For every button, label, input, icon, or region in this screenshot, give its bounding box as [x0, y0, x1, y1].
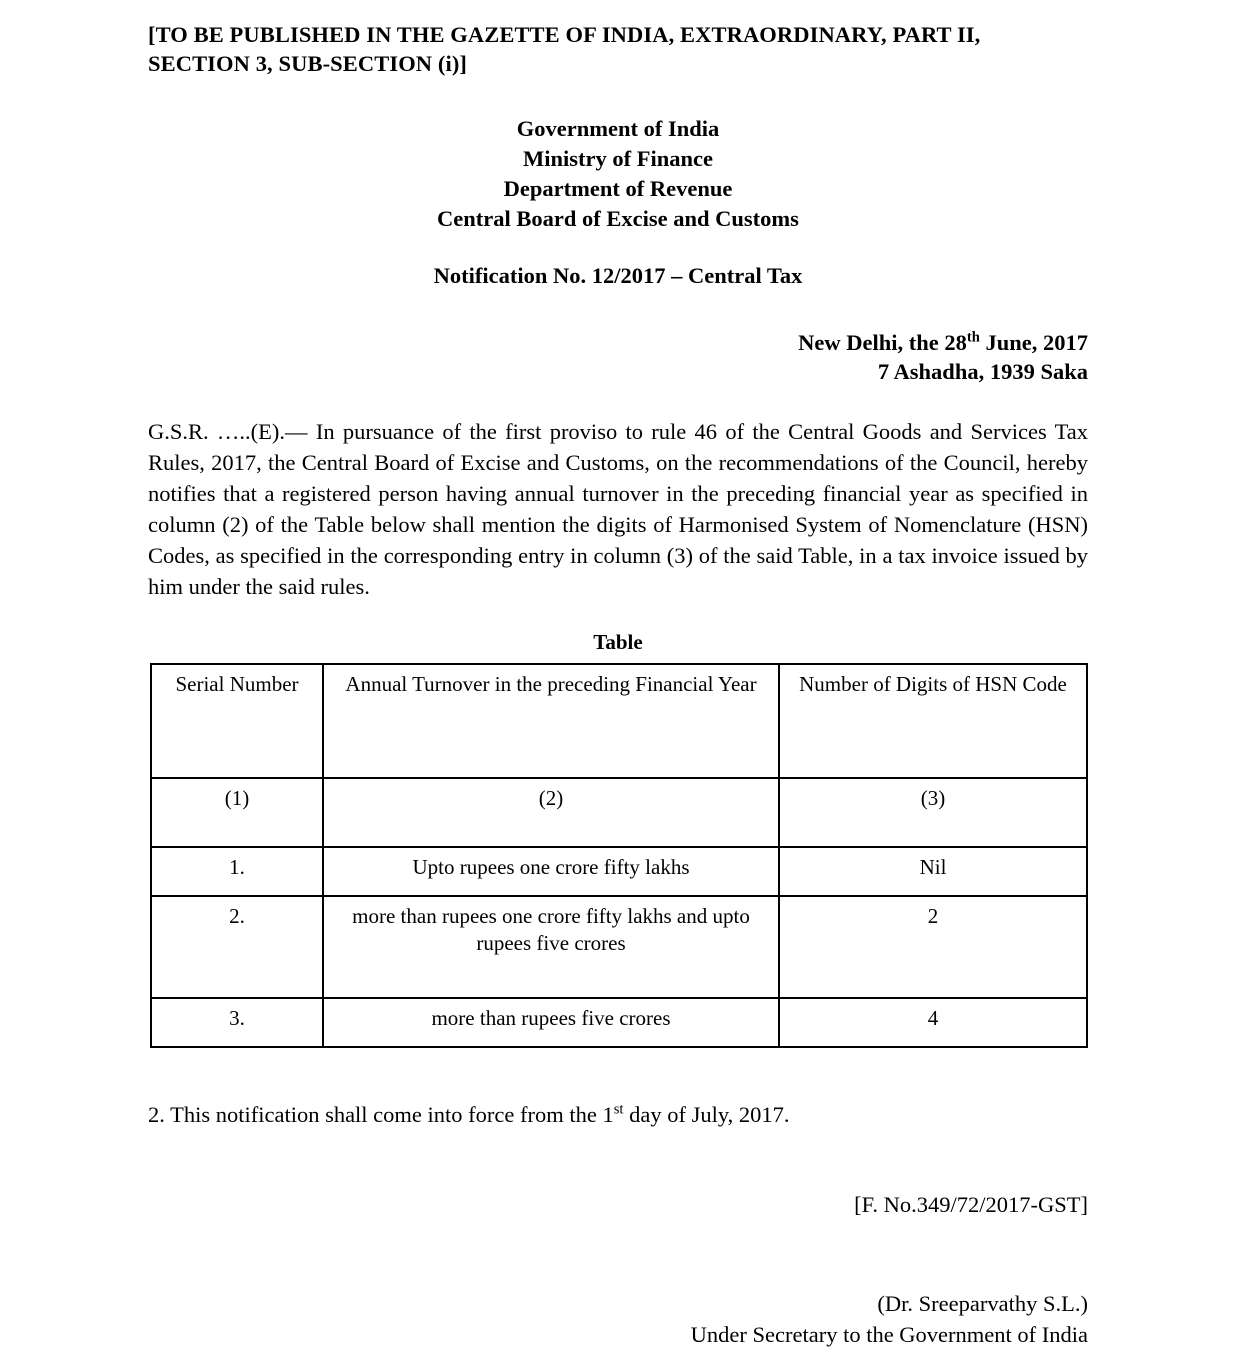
clause-two-paragraph	[148, 1100, 1088, 1130]
issue-place-and-day: New Delhi, the 28	[798, 330, 967, 355]
table-header-row	[151, 664, 1087, 778]
column-number-3: (3)	[779, 778, 1087, 847]
column-header-annual-turnover: Annual Turnover in the preceding Financial Year	[323, 664, 779, 778]
column-header-serial-number: Serial Number	[151, 664, 323, 778]
cell-digits: Nil	[779, 847, 1087, 896]
column-number-2: (2)	[323, 778, 779, 847]
issue-date-line	[148, 328, 1088, 357]
table-column-number-row	[151, 778, 1087, 847]
authority-line-department: Department of Revenue	[503, 176, 733, 201]
cell-serial: 1.	[151, 847, 323, 896]
main-paragraph: G.S.R. …..(E).— In pursuance of the first proviso to rule 46 of the Central Goods and Services Tax Rules, 2017, the Central Board of Excise and Customs, on the recommendations of the Council, hereby notifies that a registered person having annual turnover in the preceding financial year as specified in column (2) of the Table below shall mention the digits of Harmonised System of Nomenclature (HSN) Codes, as specified in the corresponding entry in column (3) of the said Table, in a tax invoice issued by him under the said rules.	[148, 419, 1088, 599]
gazette-publication-header: [TO BE PUBLISHED IN THE GAZETTE OF INDIA, EXTRAORDINARY, PART II, SECTION 3, SUB-SECTION (i)]	[148, 22, 981, 76]
date-block	[148, 328, 1088, 386]
file-number: [F. No.349/72/2017-GST]	[854, 1192, 1088, 1217]
column-header-hsn-digits: Number of Digits of HSN Code	[779, 664, 1087, 778]
cell-serial: 3.	[151, 998, 323, 1047]
clause-two-prefix: 2. This notification shall come into force from the 1	[148, 1102, 614, 1127]
signature-block	[148, 1288, 1088, 1350]
signatory-designation: Under Secretary to the Government of India	[690, 1322, 1088, 1347]
cell-digits: 2	[779, 896, 1087, 998]
table-row	[151, 847, 1087, 896]
clause-two-tail: day of July, 2017.	[623, 1102, 790, 1127]
authority-line-ministry: Ministry of Finance	[523, 146, 713, 171]
issue-month-year: June, 2017	[979, 330, 1088, 355]
table-caption: Table	[593, 630, 643, 654]
signatory-name: (Dr. Sreeparvathy S.L.)	[877, 1291, 1088, 1316]
cell-serial: 2.	[151, 896, 323, 998]
day-ordinal-suffix: th	[966, 329, 980, 346]
cell-digits: 4	[779, 998, 1087, 1047]
cell-turnover: Upto rupees one crore fifty lakhs	[323, 847, 779, 896]
clause-two-ordinal-suffix: st	[613, 1101, 624, 1118]
saka-date-line: 7 Ashadha, 1939 Saka	[877, 359, 1088, 384]
cell-turnover: more than rupees five crores	[323, 998, 779, 1047]
column-number-1: (1)	[151, 778, 323, 847]
authority-line-government: Government of India	[516, 116, 720, 141]
table-row	[151, 896, 1087, 998]
hsn-digits-table	[150, 663, 1088, 1048]
cell-turnover: more than rupees one crore fifty lakhs and upto rupees five crores	[323, 896, 779, 998]
authority-line-board: Central Board of Excise and Customs	[437, 206, 799, 231]
issuing-authority-block	[148, 114, 1088, 234]
table-row	[151, 998, 1087, 1047]
notification-number: Notification No. 12/2017 – Central Tax	[433, 263, 803, 288]
document-content	[148, 0, 1088, 1350]
